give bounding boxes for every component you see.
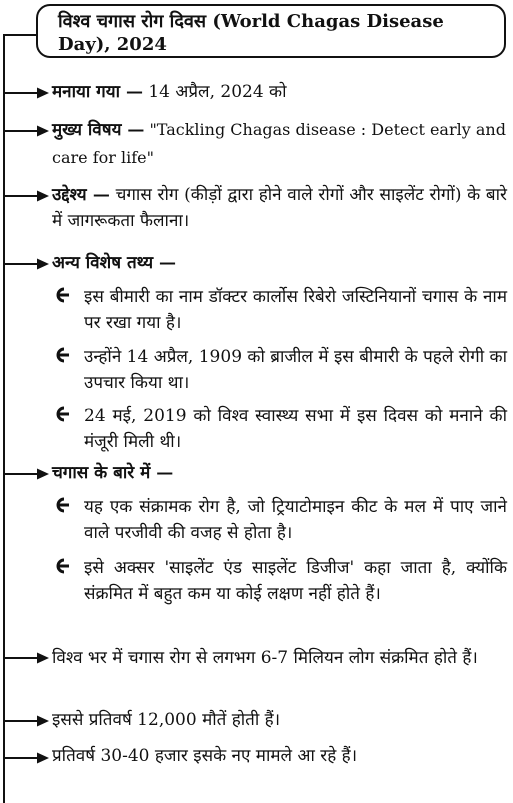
fact-bullet-item [52,284,507,336]
arrow-icon [3,751,49,765]
fact-text: 24 मई, 2019 को विश्व स्वास्थ्य सभा में इस दिवस को मनाने की मंजूरी मिली थी। [84,406,507,452]
arrow-icon [3,651,49,665]
fact-bullet-item [52,344,507,396]
objective-item [52,182,507,234]
fact-text: उन्होंने 14 अप्रैल, 1909 को ब्राजील में इस बीमारी के पहले रोगी का उपचार किया था। [84,347,507,393]
about-bullet-item [52,494,507,546]
about-text: इसे अक्सर 'साइलेंट एंड साइलेंट डिजीज' कहा जाता है, क्योंकि संक्रमित में बहुत कम या कोई लक्षण नहीं होते हैं। [84,558,507,604]
about-bullet-item [52,555,507,607]
about-chagas-label: चगास के बारे में — [52,463,174,483]
arrow-icon [3,189,49,203]
arrow-icon [3,124,49,138]
timeline-vertical-line [3,34,5,803]
infected-count-item [52,645,507,671]
arrow-icon [3,86,49,100]
other-facts-label: अन्य विशेष तथ्य — [52,253,176,273]
objective-label: उद्देश्य — [52,185,110,205]
celebrated-on-value: 14 अप्रैल, 2024 को [142,82,287,102]
new-cases-text: प्रतिवर्ष 30-40 हजार इसके नए मामले आ रहे हैं। [52,746,358,766]
hook-arrow-icon [51,495,71,515]
hook-arrow-icon [51,404,71,424]
theme-item [52,116,507,172]
theme-value: "Tackling Chagas disease : Detect early and care for life" [52,120,506,167]
about-chagas-item [52,460,507,486]
infected-count-text: विश्व भर में चगास रोग से लगभग 6-7 मिलियन लोग संक्रमित होते हैं। [52,648,478,668]
arrow-icon [3,257,49,271]
objective-value: चगास रोग (कीड़ों द्वारा होने वाले रोगों और साइलेंट रोगों) के बारे में जागरूकता फैलाना। [52,185,507,231]
annual-deaths-text: इससे प्रतिवर्ष 12,000 मौतें होती हैं। [52,710,281,730]
hook-arrow-icon [51,345,71,365]
new-cases-item [52,743,507,769]
arrow-icon [3,714,49,728]
fact-bullet-item [52,403,507,455]
celebrated-on-label: मनाया गया — [52,82,143,102]
timeline-top-connector [3,34,37,36]
arrow-icon [3,467,49,481]
hook-arrow-icon [51,556,71,576]
theme-label: मुख्य विषय — [52,120,145,140]
other-facts-item [52,250,507,276]
page-title: विश्व चगास रोग दिवस (World Chagas Disease Day), 2024 [36,4,506,58]
annual-deaths-item [52,707,507,733]
fact-text: इस बीमारी का नाम डॉक्टर कार्लोस रिबेरो जस्टिनियानों चगास के नाम पर रखा गया है। [84,287,507,333]
hook-arrow-icon [51,285,71,305]
celebrated-on-item [52,79,507,105]
about-text: यह एक संक्रामक रोग है, जो ट्रियाटोमाइन कीट के मल में पाए जाने वाले परजीवी की वजह से होता है। [84,497,507,543]
